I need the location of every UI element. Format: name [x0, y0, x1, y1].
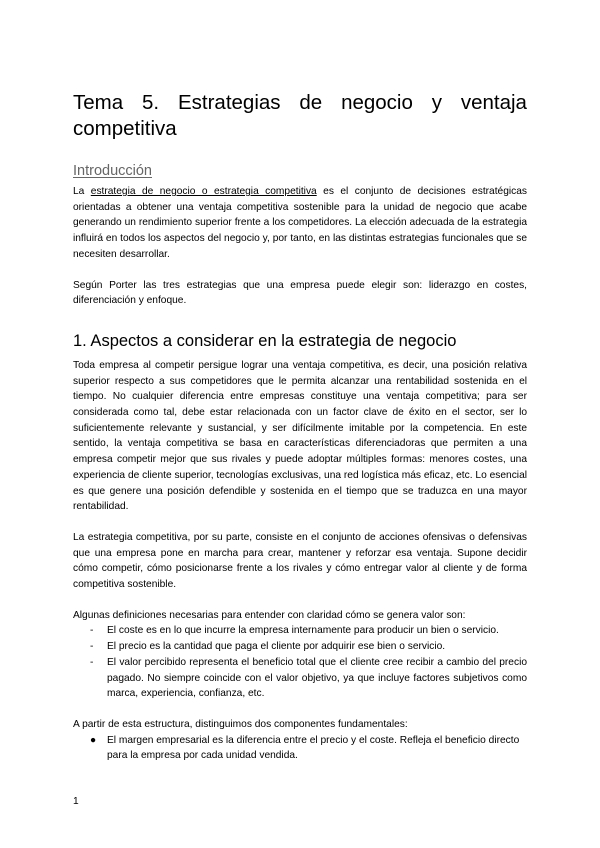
title-word: Estrategias [177, 91, 281, 114]
section-1-paragraph-2: La estrategia competitiva, por su parte, consiste en el conjunto de acciones ofensivas o defensivas que una empresa pone en marcha para crear, mantener y reforzar esa ventaja. Supone decidir cómo competir, cómo posicionarse frente a los rivales y cómo entregar valor al cliente y de forma competitiva sostenible. [73, 531, 527, 591]
components-list [73, 733, 527, 764]
list-item-text: El coste es en lo que incurre la empresa internamente para producir un bien o servicio. [107, 625, 499, 637]
list-item [73, 655, 527, 702]
list-item [73, 733, 527, 764]
list-item [73, 623, 527, 639]
title-word: negocio [341, 91, 413, 114]
section-1-heading: 1. Aspectos a considerar en la estrategia de negocio [73, 331, 457, 350]
intro-text: La [73, 186, 91, 197]
title-line-2: competitiva [73, 117, 177, 140]
document-title [73, 90, 527, 142]
title-word: y [431, 91, 442, 114]
intro-paragraph-1 [73, 184, 527, 263]
dash-marker: - [90, 625, 94, 637]
definitions-list [73, 623, 527, 702]
section-1-paragraph-4: A partir de esta estructura, distinguimos dos componentes fundamentales: [73, 718, 408, 730]
title-word: ventaja [460, 91, 527, 114]
page-number: 1 [73, 796, 79, 807]
title-word: de [299, 91, 323, 114]
intro-text: es el conjunto de decisiones estratégicas orientadas a obtener una ventaja competitiva sostenible para la unidad de negocio que acabe generando un rendimiento superior frente a los competidores. La elección adecuada de la estrategia influirá en todos los aspectos del negocio y, por tanto, en las distintas estrategias funcionales que se necesiten desarrollar. [73, 186, 527, 260]
strategy-term: estrategia de negocio o estrategia competitiva [90, 186, 317, 197]
bullet-marker: ● [90, 734, 97, 746]
section-1-paragraph-3: Algunas definiciones necesarias para entender con claridad cómo se genera valor son: [73, 609, 466, 621]
intro-paragraph-2: Según Porter las tres estrategias que una empresa puede elegir son: liderazgo en costes, diferenciación y enfoque. [73, 279, 527, 307]
dash-marker: - [90, 656, 94, 668]
section-1-paragraph-1: Toda empresa al competir persigue lograr una ventaja competitiva, es decir, una posición relativa superior respecto a sus competidores que le permita alcanzar una rentabilidad sostenida en el tiempo. No cualquier diferencia entre empresas constituye una ventaja competitiva; para ser considerada como tal, debe estar relacionada con un factor clave de éxito en el sector, ser lo suficientemente relevante y sustancial, y ser difícilmente imitable por la competencia. En este sentido, la ventaja competitiva se basa en características diferenciadoras que permiten a una empresa competir mejor que sus rivales y puede adoptar múltiples formas: menores costes, una experiencia de cliente superior, tecnologías exclusivas, una red logística más eficaz, etc. Lo esencial es que genere una posición defendible y sostenida en el tiempo que se traduzca en una mayor rentabilidad. [73, 359, 527, 513]
list-item-text: El precio es la cantidad que paga el cliente por adquirir ese bien o servicio. [107, 641, 446, 653]
title-word: 5. [142, 91, 160, 114]
intro-heading: Introducción [73, 163, 152, 179]
title-line-1 [73, 90, 527, 116]
document-page [73, 90, 527, 764]
list-item-text: El valor percibido representa el beneficio total que el cliente cree recibir a cambio del precio pagado. No siempre coincide con el valor objetivo, ya que incluye factores subjetivos como marca, experiencia, confianza, etc. [107, 656, 527, 700]
list-item-text: El margen empresarial es la diferencia entre el precio y el coste. Refleja el beneficio directo para la empresa por cada unidad vendida. [107, 734, 520, 762]
list-item [73, 639, 527, 655]
dash-marker: - [90, 641, 94, 653]
title-word: Tema [73, 91, 124, 114]
